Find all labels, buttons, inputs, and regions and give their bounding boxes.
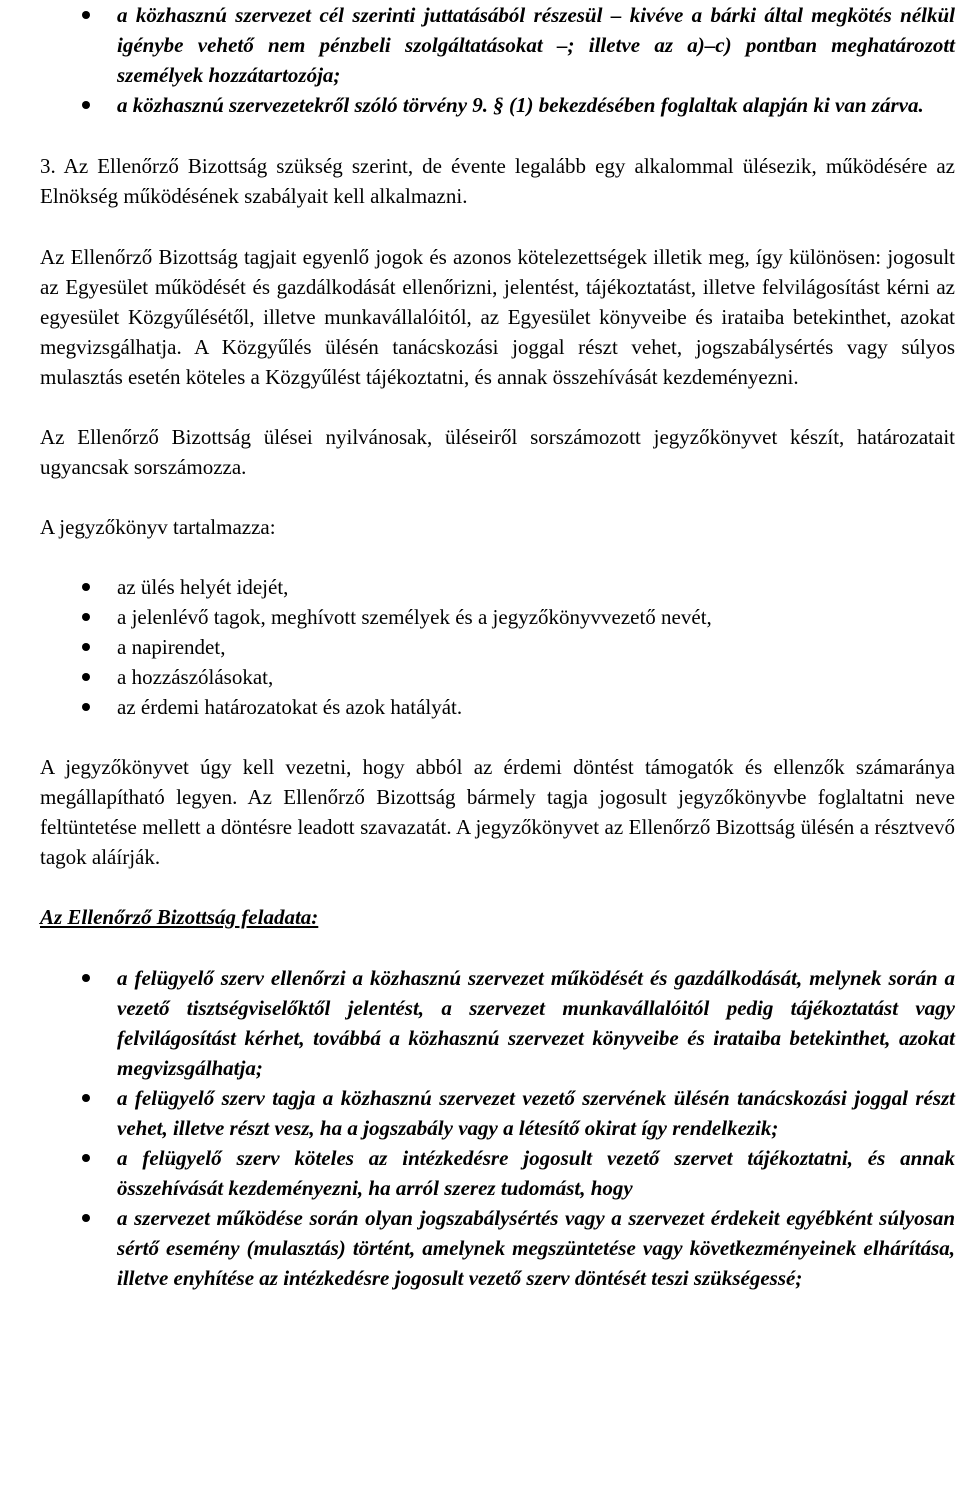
minutes-contents-list <box>40 572 955 722</box>
section-3-paragraph: 3. Az Ellenőrző Bizottság szükség szerint, de évente legalább egy alkalommal ülésezik, működésére az Elnökség működésének szabályait kell alkalmazni. <box>40 154 955 208</box>
minutes-intro: A jegyzőkönyv tartalmazza: <box>40 515 276 539</box>
list-item: a szervezet működése során olyan jogszabálysértés vagy a szervezet érdekeit egyébként súlyosan sértő esemény (mulasztás) történt, amelynek megszüntetése vagy következményeinek elhárítása, illetve enyhítése az intézkedésre jogosult vezető szerv döntését teszi szükségessé; <box>40 1203 955 1293</box>
minutes-rules-paragraph: A jegyzőkönyvet úgy kell vezetni, hogy abból az érdemi döntést támogatók és ellenzők számaránya megállapítható legyen. Az Ellenőrző Bizottság bármely tagja jogosult jegyzőkönyvbe foglaltatni neve feltüntetése mellett a döntésre leadott szavazatát. A jegyzőkönyvet az Ellenőrző Bizottság ülésén a résztvevő tagok aláírják. <box>40 755 955 869</box>
top-bullet-list <box>40 0 955 120</box>
list-item: a jelenlévő tagok, meghívott személyek és a jegyzőkönyvvezető nevét, <box>40 602 955 632</box>
tasks-list <box>40 963 955 1293</box>
document-page <box>40 0 955 1293</box>
tasks-heading: Az Ellenőrző Bizottság feladata: <box>40 905 319 929</box>
list-item: az ülés helyét idejét, <box>40 572 955 602</box>
list-item: az érdemi határozatokat és azok hatályát. <box>40 692 955 722</box>
list-item: a hozzászólásokat, <box>40 662 955 692</box>
list-item: a felügyelő szerv tagja a közhasznú szervezet vezető szervének ülésén tanácskozási joggal részt vehet, illetve részt vesz, ha a jogszabály vagy a létesítő okirat így rendelkezik; <box>40 1083 955 1143</box>
list-item: a felügyelő szerv köteles az intézkedésre jogosult vezető szervet tájékoztatni, és annak összehívását kezdeményezni, ha arról szerez tudomást, hogy <box>40 1143 955 1203</box>
rights-paragraph: Az Ellenőrző Bizottság tagjait egyenlő jogok és azonos kötelezettségek illetik meg, így különösen: jogosult az Egyesület működését és gazdálkodását ellenőrizni, jelentést, tájékoztatást, illetve felvilágosítást kérni az egyesület Közgyűlésétől, illetve munkavállalóitól, az Egyesület könyveibe és irataiba betekinthet, azokat megvizsgálhatja. A Közgyűlés ülésén tanácskozási joggal részt vehet, jogszabálysértés vagy súlyos mulasztás esetén köteles a Közgyűlést tájékoztatni, és annak összehívását kezdeményezni. <box>40 245 955 389</box>
list-item: a közhasznú szervezetekről szóló törvény 9. § (1) bekezdésében foglaltak alapján ki van zárva. <box>40 90 955 120</box>
public-sessions-paragraph: Az Ellenőrző Bizottság ülései nyilvánosak, üléseiről sorszámozott jegyzőkönyvet készít, határozatait ugyancsak sorszámozza. <box>40 425 955 479</box>
list-item: a felügyelő szerv ellenőrzi a közhasznú szervezet működését és gazdálkodását, melynek során a vezető tisztségviselőktől jelentést, a szervezet munkavállalóitól pedig tájékoztatást vagy felvilágosítást kérhet, továbbá a közhasznú szervezet könyveibe és irataiba betekinthet, azokat megvizsgálhatja; <box>40 963 955 1083</box>
list-item: a közhasznú szervezet cél szerinti juttatásából részesül – kivéve a bárki által megkötés nélkül igénybe vehető nem pénzbeli szolgáltatásokat –; illetve az a)–c) pontban meghatározott személyek hozzátartozója; <box>40 0 955 90</box>
list-item: a napirendet, <box>40 632 955 662</box>
